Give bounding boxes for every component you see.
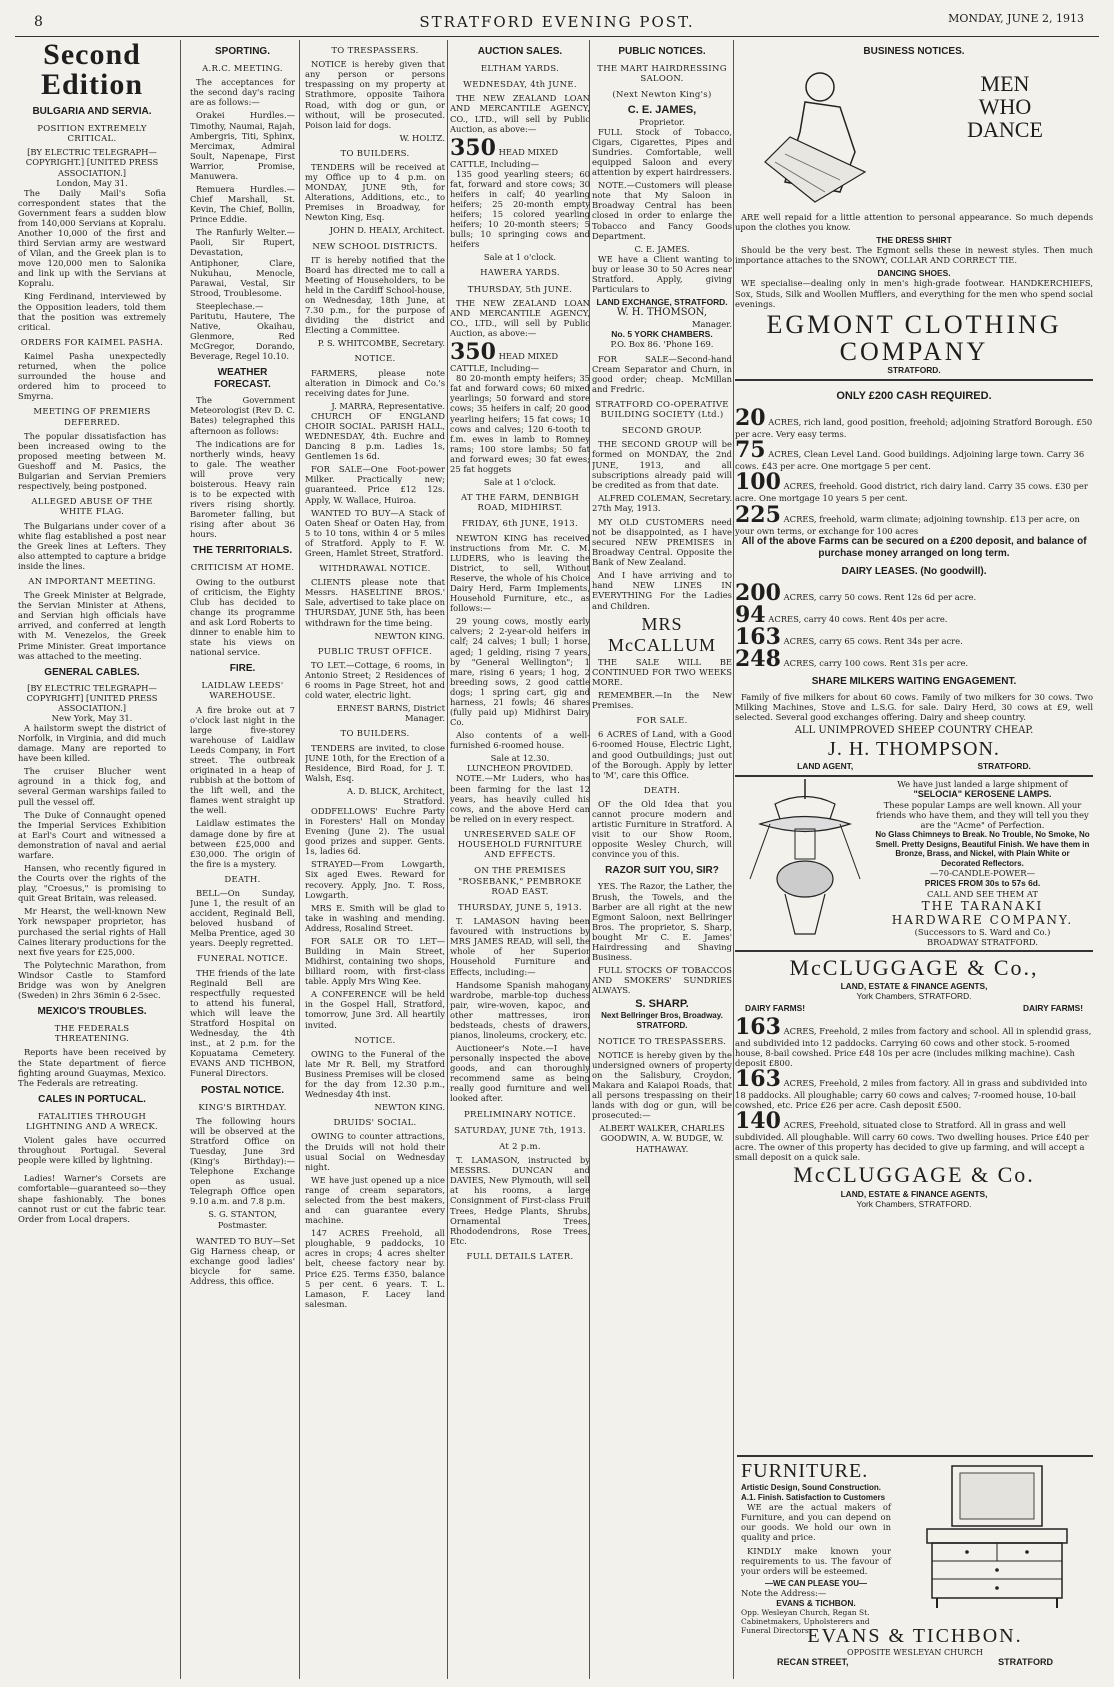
subheading: MEETING OF PREMIERS DEFERRED. — [33, 407, 151, 428]
firm-name: EVANS & TICHBON. — [776, 1598, 856, 1609]
subheading: ORDERS FOR KAIMEL PASHA. — [20, 337, 164, 348]
town-name: STRATFORD — [998, 1657, 1053, 1667]
egmont-company: COMPANY — [839, 336, 989, 366]
advert-headline: ONLY £200 CASH REQUIRED. — [836, 390, 992, 403]
subheading: FULL DETAILS LATER. — [466, 1251, 574, 1262]
signature: P. S. WHITCOMBE, Secretary. — [317, 338, 445, 349]
acreage-number: 163 — [735, 1065, 781, 1092]
subheading: UNRESERVED SALE OF HOUSEHOLD FURNITURE AND EFFECTS. — [457, 829, 583, 861]
notice-paragraph: A CONFERENCE will be held in the Gospel Hall, Stratford, tomorrow, June 3rd. All heartily invited. — [305, 989, 445, 1030]
notice-paragraph: FOR SALE—One Foot-power Milker. Practically new; guaranteed. Price £12 12s. Apply, W. Wallace, Huiroa. — [305, 464, 445, 505]
subheading: NOTICE. — [354, 1035, 396, 1046]
big-number-line — [450, 134, 590, 169]
advert-paragraph: WE specialise—dealing only in men's high-grade footwear. HANDKERCHIEFS, Sox, Studs, Silk and Woollen Mufflers, and everything for the men who spend social evenings. — [735, 278, 1093, 309]
newspaper-title: STRATFORD EVENING POST. — [419, 13, 695, 31]
lease-listing — [735, 645, 1093, 672]
subheading: A.R.C. MEETING. — [202, 64, 283, 74]
agency-subtitle: LAND, ESTATE & FINANCE AGENTS, — [840, 981, 988, 992]
notice-paragraph: FULL Stock of Tobacco, Cigars, Cigarettes, Pipes and Sundries. Comfortable, well equipped Saloon and every attention by expert hairdressers. — [592, 126, 732, 178]
subheading: WITHDRAWAL NOTICE. — [319, 564, 431, 575]
subheading: PUBLIC TRUST OFFICE. — [317, 646, 433, 657]
sale-time: Sale at 1 o'clock. — [483, 252, 557, 263]
subheading: AT THE FARM, DENBIGH ROAD, MIDHIRST. — [460, 493, 580, 514]
auction-paragraph: Auctioneer's Note.—I have personally inspected the above goods, and can thoroughly recommend same as being really good furniture and well looked after. — [450, 1043, 590, 1104]
address-label: Note the Address:— — [741, 1588, 827, 1599]
advert-paragraph: WE are the actual makers of Furniture, and you can depend on our goods. We hold our own in quality and price. — [741, 1502, 891, 1543]
firm-name: EVANS & TICHBON. — [807, 1625, 1023, 1647]
farm-listing — [735, 501, 1093, 536]
dance-title-line: WHO — [978, 94, 1032, 120]
subheading: At 2 p.m. — [499, 1141, 541, 1152]
notice-paragraph: TENDERS are invited, to close JUNE 10th, for the Erection of a Residence, Bird Road, for J. T. Walsh, Esq. — [305, 742, 445, 783]
contact-line: P.O. Box 86. 'Phone 169. — [610, 339, 714, 350]
column-sporting — [190, 40, 295, 1679]
signature: A. D. BLICK, Architect, Stratford. — [347, 785, 445, 806]
headline: POSTAL NOTICE. — [201, 1084, 284, 1096]
column-notices — [305, 40, 445, 1679]
advert-paragraph: Ladies! Warner's Corsets are comfortable—guaranteed so—they shape fashionably. The bones cannot rust or cut the fabric tear. Order from Local drapers. — [18, 1173, 166, 1224]
subheading: PRELIMINARY NOTICE. — [464, 1109, 576, 1120]
dance-title-line: DANCE — [967, 117, 1043, 143]
notice-paragraph: FARMERS, please note alteration in Dimock and Co.'s receiving dates for June. — [305, 367, 445, 398]
article-paragraph: King Ferdinand, interviewed by the Opposition leaders, told them that the position was extremely critical. — [18, 291, 166, 332]
dance-advert — [735, 62, 1093, 212]
proprietor-title: Proprietor. — [639, 116, 685, 127]
advert-paragraph: ALL UNIMPROVED SHEEP COUNTRY CHEAP. — [794, 724, 1034, 736]
headline: PUBLIC NOTICES. — [618, 46, 706, 57]
dance-title-line: MEN — [980, 71, 1030, 96]
article-paragraph: Mr Hearst, the well-known New York newspaper proprietor, has purchased the serial rights of Hall Caines literary productions for the next five years for £25,000. — [18, 906, 166, 957]
notice-date: 27th May, 1913. — [592, 502, 661, 513]
banner-text: DAIRY FARMS! — [1022, 1003, 1083, 1014]
signature: ALBERT WALKER, CHARLES GOODWIN, A. W. BUDGE, W. HATHAWAY. — [599, 1123, 725, 1154]
subheading: CRITICISM AT HOME. — [190, 563, 295, 574]
subheading: ON THE PREMISES "ROSEBANK," PEMBROKE ROAD EAST. — [458, 866, 582, 897]
lamp-line: BROADWAY STRATFORD. — [926, 937, 1039, 948]
acreage-number: 20 — [735, 405, 766, 432]
farm-listing — [735, 439, 1093, 471]
subheading: STRATFORD CO-OPERATIVE BUILDING SOCIETY (Ltd.) — [595, 399, 729, 420]
lamp-features: No Glass Chimneys to Break. No Trouble, No Smoke, No Smell. Pretty Designs, Beautiful Finish. We have them in Bronze, Brass, and Nickel, with Plain White or Decorated Reflectors. — [875, 830, 1090, 868]
farm-description: ACRES, rich land, good position, freehold; adjoining Stratford Borough. £50 per acre. Very easy terms. — [735, 417, 1093, 440]
agent-line — [735, 761, 1093, 771]
article-paragraph: The Duke of Connaught opened the Imperial Services Exhibition at Earl's Court and witnessed a demonstration of naval and aerial warfare. — [18, 809, 166, 860]
acreage-number: 163 — [735, 1013, 781, 1040]
acreage-number: 163 — [735, 623, 781, 650]
headline: GENERAL CABLES. — [44, 666, 140, 678]
lamp-product: "SELOCIA" KEROSENE LAMPS. — [913, 788, 1052, 799]
article-paragraph: BELL—On Sunday, June 1, the result of an accident, Reginald Bell, beloved husband of Melba Prentice, aged 30 years. Deeply regretted. — [190, 888, 295, 949]
subheading: FATALITIES THROUGH LIGHTNING AND A WRECK. — [25, 1111, 159, 1132]
lot-count: 350 — [450, 339, 496, 366]
agency-name: McCLUGGAGE & Co., — [789, 954, 1039, 980]
subheading: TO TRESPASSERS. — [331, 46, 419, 56]
manager-title: Manager. — [691, 319, 732, 330]
lease-listing — [735, 579, 1093, 606]
auction-paragraph: THE NEW ZEALAND LOAN AND MERCANTILE AGENCY, CO., LTD., will sell by Public Auction, as above:— — [450, 93, 590, 134]
lot-count: 350 — [450, 134, 496, 161]
subheading: SECOND GROUP. — [621, 426, 703, 437]
farm-listing — [735, 1013, 1093, 1068]
notice-paragraph: NOTICE is hereby given that any person or persons trespassing on my property at Strathmore, opposite Taihora Road, with dog or gun, or without, will be prosecuted. Poison laid for dogs. — [305, 59, 445, 130]
subheading: THE FEDERALS THREATENING. — [54, 1024, 130, 1045]
subheading: TO BUILDERS. — [340, 729, 410, 740]
signature: NEWTON KING. — [374, 1102, 445, 1113]
notice-paragraph: FOR SALE OR TO LET—Building in Main Street, Midhirst, containing two shops, billiard room, with first-class table. Apply Mrs Wing Kee. — [305, 935, 445, 987]
subheading: NOTICE TO TRESPASSERS. — [597, 1036, 727, 1047]
subheading: HAWERA YARDS. — [480, 268, 560, 279]
notice-paragraph: WE have a Client wanting to buy or lease 30 to 50 Acres near Stratford. Apply, giving Particulars to — [592, 253, 732, 294]
article-paragraph: The cruiser Blucher went aground in a thick fog, and several German warships failed to pull the vessel off. — [18, 766, 166, 807]
lease-listing — [735, 623, 1093, 650]
notice-paragraph: THE SALE WILL BE CONTINUED FOR TWO WEEKS MORE. — [592, 656, 732, 687]
farm-listing — [735, 1107, 1093, 1163]
farm-listing — [735, 1065, 1093, 1110]
acreage-number: 140 — [735, 1107, 781, 1134]
manager-name: W. H. THOMSON, — [616, 307, 708, 319]
notice-paragraph: OF the Old Idea that you cannot procure modern and artistic Furniture in Stratford. A visit to our Show Room, opposite Wesley Church, will convince you of this. — [592, 798, 732, 860]
subheading: ALLEGED ABUSE OF THE WHITE FLAG. — [31, 497, 153, 518]
advert-headline: SHARE MILKERS WAITING ENGAGEMENT. — [811, 675, 1017, 687]
lease-listing — [735, 601, 1093, 628]
mccluggage-advert — [735, 950, 1093, 1209]
subheading: THURSDAY, 5th JUNE. — [467, 284, 573, 295]
notice-paragraph: REMEMBER.—In the New Premises. — [592, 690, 732, 711]
auction-paragraph: Also contents of a well-furnished 6-roomed house. — [450, 730, 590, 751]
proprietor-name: C. E. JAMES, — [627, 103, 697, 116]
auction-paragraph: T. LAMASON having been favoured with instructions by MRS JAMES READ, will sell, the whole of her Superior Household Furniture and Effects, including:— — [450, 916, 590, 977]
notice-paragraph: TO LET.—Cottage, 6 rooms, in Antonio Street; 2 Residences of 6 rooms in Page Street, hot and cold water, electric light. — [305, 659, 445, 701]
signature: ERNEST BARNS, District Manager. — [336, 703, 445, 724]
subheading: NEW SCHOOL DISTRICTS. — [312, 241, 438, 252]
headline: BULGARIA AND SERVIA. — [32, 106, 152, 117]
auction-paragraph: T. LAMASON, instructed by MESSRS. DUNCAN and DAVIES, New Plymouth, will sell at his rooms, a large Consignment of First-class Fruit Trees, Hedge Plants, Shrubs, Ornamental Trees, Rhododendrons, Rose Trees, Etc. — [450, 1155, 590, 1246]
article-paragraph: The Bulgarians under cover of a white flag established a post near the Greek lines at Lefters. They also attempted to capture a bridge inside the lines. — [18, 520, 166, 571]
article-paragraph: The following hours will be observed at the Stratford Office on Tuesday, June 3rd (King's Birthday):—Telephone Exchange open as usual. Telegraph Office open 9.10 a.m. and 7.8 p.m. — [190, 1115, 295, 1207]
article-paragraph: The indications are for northerly winds, heavy to gale. The weather will prove very boisterous. Heavy rain is to be expected with rivers rising shortly. Barometer falling, but rising after about 36 hours. — [190, 438, 295, 540]
signature: S. G. STANTON, Postmaster. — [208, 1209, 277, 1230]
advert-paragraph: Family of five milkers for about 60 cows. Family of two milkers for 30 cows. Two Milking Machines, Stove and L.S.G. for sale. Dairy Herd, 30 cows at £9, well selected. Several good exchanges offering. Dairy and sheep country. — [735, 691, 1093, 722]
dateline: New York, May 31. — [51, 712, 133, 723]
article-paragraph: A fire broke out at 7 o'clock last night in the large five-storey warehouse of Laidlaw Leeds Company, in Fort street. The outbreak originated in a heap of rubbish at the bottom of the lift well, and the flames went straight up the well. — [190, 704, 295, 816]
lot-list: 80 20-month empty heifers; 35 fat and forward cows; 60 mixed yearlings; 50 forward and store cows; 35 heifers in calf; 20 good yearling heifers; 15 fat cows; 10 cows and calves; 120 6-tooth to f.m. ewes in lamb to Romney rams; 100 store lambs; 50 fat and forward ewes; 30 fat ewes; 25 fat hoggets — [450, 373, 590, 474]
notice-paragraph: 147 ACRES Freehold, all ploughable, 9 paddocks, 10 acres in crops; 4 acres shelter belt, cheese factory near by. Price £25. Terms £350, balance 5 per cent. 6 years. T. L. Lamason, F. Lacey land salesman. — [305, 1228, 445, 1309]
farm-description: ACRES, Freehold, situated close to Stratford. All in grass and well subdivided. All ploughable. Will carry 60 cows. Two dwelling houses. Price £40 per acre. The owner of this property has decided to give up farming, and will accept a small deposit on a quick sale. — [735, 1119, 1089, 1163]
farms-advert — [735, 379, 1093, 771]
column-business-notices — [735, 40, 1093, 1679]
subheading: THURSDAY, JUNE 5, 1913. — [458, 902, 582, 913]
firm-location — [737, 1657, 1093, 1667]
headline: FIRE. — [229, 663, 256, 675]
agency-name: McCLUGGAGE & Co. — [793, 1162, 1035, 1188]
article-paragraph: The Polytechnic Marathon, from Windsor Castle to Stamford Bridge was won by Anelgren (Sweden) in 2hrs 36min 6 2-5sec. — [18, 959, 166, 1000]
shop-name: MRS McCALLUM — [608, 613, 716, 656]
lamp-line: These popular Lamps are well known. All your friends who have them, and they will tell you they are the "Acme" of Perfection. — [876, 799, 1089, 830]
lot-list: 29 young cows, mostly early calvers; 2 2-year-old heifers in calf; 24 calves; 1 bull; 1 horse, aged; 1 gelding, rising 7 years, by "General Wellington"; 1 mare, rising 6 years; 1 hog, 2 breeding sows, 2 good cattle dogs; 1 spring cart, gig and harness, 21 fowls; 46 shares (fully paid up) Midhirst Dairy Co. — [450, 616, 590, 728]
signature: NEWTON KING. — [374, 630, 445, 641]
subheading: DRUIDS' SOCIAL. — [333, 1118, 417, 1129]
big-number-line — [450, 341, 590, 373]
subheading: WEDNESDAY, 4th JUNE. — [463, 80, 577, 91]
acreage-number: 248 — [735, 645, 781, 672]
signature: ALFRED COLEMAN, Secretary. — [598, 492, 732, 503]
lot-description: HEAD MIXED CATTLE, Including— — [450, 146, 559, 169]
credit-line: [BY ELECTRIC TELEGRAPH—COPYRIGHT] [UNITED PRESS ASSOCIATION.] — [26, 682, 158, 713]
headline: WEATHER FORECAST. — [214, 367, 271, 391]
auction-paragraph: THE NEW ZEALAND LOAN AND MERCANTILE AGENCY, CO., LTD., will sell by Public Auction, as above:— — [450, 297, 590, 339]
article-paragraph: THE friends of the late Reginald Bell are respectfully requested to attend his funeral, which will leave the Stratford Hospital on Wednesday, the 4th inst., at 2 p.m. for the Kopuatama Cemetery. EVANS AND TICHBON, Funeral Directors. — [190, 967, 295, 1079]
subheading: DEATH. — [643, 785, 681, 796]
article-paragraph: The Greek Minister at Belgrade, the Servian Minister at Athens, and Servian high officials have arrived, and conferred at length with M. Venezelos, the Greek Prime Minister. Great importance was attached to the meeting. — [18, 590, 166, 661]
farm-description: ACRES, freehold. Good district, rich dairy land. Carry 35 cows. £30 per acre. One mortgage 10 years 5 per cent. — [735, 481, 1088, 504]
subheading: THE MART HAIRDRESSING SALOON. — [597, 64, 727, 85]
sale-time: Sale at 1 o'clock. — [483, 477, 557, 488]
notice-paragraph: YES. The Razor, the Lather, the Brush, the Towels, and the Barber are all right at the new Egmont Saloon, next Bellringer Bros. The proprietor, S. Sharp, bought Mr C. E. James' Hairdressing and Shaving Business. — [592, 881, 732, 962]
column-news — [18, 40, 166, 1679]
kerosene-lamp-illustration — [740, 779, 870, 944]
notice-paragraph: 6 ACRES of Land, with a Good 6-roomed House, Electric Light, and good Outbuildings; just out of the Borough. Apply by letter to 'M', care this Office. — [592, 729, 732, 780]
lamp-line: —70-CANDLE-POWER— — [930, 868, 1035, 879]
notice-paragraph: MY OLD CUSTOMERS need not be disappointed, as I have secured NEW PREMISES in Broadway Central. Opposite the Bank of New Zealand. — [592, 516, 732, 568]
edition-banner: Second Edition — [40, 40, 144, 101]
article-paragraph: Steeplechase.—Paritutu, Hautere, The Native, Okaihau, Glenmore, Red McGregor, Dorando, Beverage, Regel 10.10. — [190, 300, 295, 362]
evans-tichbon-footer — [737, 1625, 1093, 1667]
notice-paragraph: ODDFELLOWS' Euchre Party in Foresters' Hall on Monday Evening (June 2). The usual good prizes and supper. Gents. 1s, ladies 6d. — [305, 806, 445, 857]
notice-paragraph: OWING to the Funeral of the late Mr R. Bell, my Stratford Business Premises will be closed for the day from 12.30 p.m., Wednesday 4th inst. — [305, 1048, 445, 1100]
furniture-advert — [737, 1455, 1093, 1682]
egmont-name: EGMONT CLOTHING — [766, 309, 1062, 339]
column-public-notices — [592, 40, 732, 1679]
banner-text: DAIRY FARMS! — [745, 1003, 806, 1014]
dairy-farms-banner — [735, 1001, 1093, 1015]
gentleman-illustration — [745, 62, 905, 212]
subheading: TO BUILDERS. — [340, 148, 410, 159]
subheading: SATURDAY, JUNE 7th, 1913. — [454, 1125, 586, 1136]
firm-address: OPPOSITE WESLEYAN CHURCH — [847, 1648, 983, 1657]
shop-owner: S. SHARP. — [635, 998, 689, 1011]
lease-description: ACRES, carry 100 cows. Rent 31s per acre. — [783, 657, 969, 668]
page-number: 8 — [34, 14, 43, 30]
subheading: NOTICE. — [354, 354, 396, 365]
subheading: POSITION EXTREMELY CRITICAL. — [37, 124, 147, 145]
column-divider — [299, 40, 300, 1679]
advert-slogan: —WE CAN PLEASE YOU— — [764, 1578, 868, 1588]
agency-address: York Chambers, STRATFORD. — [856, 1198, 972, 1209]
article-paragraph: Reports have been received by the State department of fierce fighting around Guaymas, Mexico. The Federals are retreating. — [18, 1047, 166, 1088]
auction-paragraph: NEWTON KING has received instructions from Mr. C. M. LUDERS, who is leaving the District, to sell, Without Reserve, the whole of his Choice Dairy Herd, Farm Implements, Household Furniture, etc., as follows:— — [450, 532, 590, 614]
lamp-text — [875, 779, 1090, 948]
advert-paragraph: KINDLY make known your requirements to us. The favour of your orders will be esteemed. — [741, 1545, 891, 1576]
lease-description: ACRES, carry 50 cows. Rent 12s 6d per acre. — [783, 591, 977, 602]
furniture-text — [741, 1459, 891, 1635]
auction-paragraph: NOTE.—Mr Luders, who has been farming for the last 12 years, has heavily culled his cows, and the above Herd can be relied on in every respect. — [450, 773, 590, 824]
furniture-tagline: Artistic Design, Sound Construction. A.1. Finish. Satisfaction to Customers — [741, 1483, 886, 1502]
headline: THE TERRITORIALS. — [192, 545, 293, 557]
signature: JOHN D. HEALY, Architect. — [329, 225, 445, 236]
column-divider — [733, 40, 734, 1679]
article-paragraph: Kaimel Pasha unexpectedly returned, when the police surrounded the house and ordered him to proceed to Smyrna. — [18, 350, 166, 402]
headline: SPORTING. — [214, 46, 270, 57]
farm-description: ACRES, freehold, warm climate; adjoining township. £13 per acre, on your own terms, or exchange for 100 acres — [735, 513, 1080, 536]
notice-paragraph: NOTICE is hereby given by the undersigned owners of property on the Salisbury, Croydon, Makara and Kaiapoi Roads, that all persons trespassing on their lands with dog or gun, will be prosecuted:— — [592, 1049, 732, 1121]
notice-paragraph: WE have just opened up a nice range of cream separators, selected from the best makers, and can guarantee every machine. — [305, 1174, 445, 1226]
notice-paragraph: STRAYED—From Lowgarth, Six aged Ewes. Reward for recovery. Apply, Jno. T. Ross, Lowgarth. — [305, 859, 445, 900]
firm-details: Opp. Wesleyan Church, Regan St. Cabinetmakers, Upholsterers and Funeral Directors. — [741, 1608, 870, 1636]
notice-paragraph: CHURCH OF ENGLAND CHOIR SOCIAL. PARISH HALL, WEDNESDAY, 4th. Euchre and Dancing 8 p.m. Ladies 1s, Gentlemen 1s 6d. — [305, 410, 445, 462]
acreage-number: 94 — [735, 601, 766, 628]
notice-paragraph: OWING to counter attractions, the Druids will not hold their usual Social on Wednesday night. — [305, 1131, 445, 1172]
notice-paragraph: IT is hereby notified that the Board has directed me to call a Meeting of Householders, to be held in the Cardiff School-house, on Wednesday, 18th June, at 7.30 p.m., for the purpose of dividing the district and Electing a Committee. — [305, 254, 445, 336]
farms-terms: All of the above Farms can be secured on a £200 deposit, and balance of purchase money arranged on long term. — [741, 535, 1087, 559]
sale-note: LUNCHEON PROVIDED. — [466, 763, 574, 774]
farm-description: ACRES, Freehold, 2 miles from factory and school. All in splendid grass, and subdivided into 12 paddocks. Carrying 60 cows and other stock. 5-roomed house, 8-bail cowshed. Price £48 10s per acre (includes milking machine). Cash deposit £800. — [735, 1025, 1092, 1068]
article-paragraph: The popular dissatisfaction has been increased owing to the proposed meeting between M. Gueshoff and M. Pasics, the Bulgarian and Servian Premiers respectively, being postponed. — [18, 430, 166, 492]
article-paragraph: Hansen, who recently figured in the Courts over the rights of the play, "Croesus," is promising to quit Great Britain, was released. — [18, 863, 166, 904]
lamp-advert — [735, 775, 1093, 950]
agent-town: STRATFORD. — [977, 760, 1031, 771]
article-paragraph: Owing to the outburst of criticism, the Eighty Club has decided to change its programme and ask Lord Roberts to dinner to enable him to state his views on national service. — [190, 576, 295, 658]
agency-address: York Chambers, STRATFORD. — [856, 991, 972, 1002]
firm-name: LAND EXCHANGE, STRATFORD. — [596, 297, 728, 308]
subheading: ELTHAM YARDS. — [480, 64, 560, 74]
article-paragraph: The Daily Mail's Sofia correspondent states that the Government fears a sudden blow from 140,000 Servians at Kopralu. Another 10,000 of the first and third Servian army are westward of Vilan, and the Greek plan is to move 120,000 men to Salonika and link up with the Servians at Kopralu. — [18, 187, 166, 289]
notice-paragraph: NOTE.—Customers will please note that My Saloon in Broadway Central has been closed in order to enlarge the Tobacco and Fancy Goods Department. — [592, 180, 732, 241]
agent-name: J. H. THOMPSON. — [828, 737, 1000, 760]
hardware-company: THE TARANAKI HARDWARE COMPANY. — [891, 898, 1074, 927]
lamp-line: (Successors to S. Ward and Co.) — [914, 927, 1051, 938]
subheading: FOR SALE. — [636, 716, 688, 727]
farm-listing — [735, 407, 1093, 439]
advert-paragraph: WANTED TO BUY—Set Gig Harness cheap, or exchange good ladies' bicycle for same. Address, this office. — [190, 1235, 295, 1286]
subheading: FRIDAY, 6th JUNE, 1913. — [461, 519, 579, 530]
issue-date: MONDAY, JUNE 2, 1913 — [948, 12, 1084, 25]
headline: MEXICO'S TROUBLES. — [37, 1006, 147, 1018]
lot-list: 135 good yearling steers; 60 fat, forward and store cows; 30 heifers in calf; 40 yearling heifers; 25 20-month empty heifers; 15 colored yearling heifers; 10 20-month steers; 5 bulls; 10 springing cows and heifers — [450, 168, 590, 250]
furniture-title: FURNITURE. — [741, 1460, 869, 1482]
advert-subheading: THE DRESS SHIRT — [876, 235, 952, 246]
subheading: FUNERAL NOTICE. — [197, 954, 288, 965]
notice-paragraph: TENDERS will be received at my Office up to 4 p.m. on MONDAY, JUNE 9th, for Alterations, Additions, etc., to Premises in Broadway, for Newton King, Esq. — [305, 162, 445, 223]
advert-headline: DAIRY LEASES. (No goodwill). — [841, 565, 987, 577]
acreage-number: 75 — [735, 437, 766, 464]
farm-description: ACRES, Clean Level Land. Good buildings. Adjoining large town. Carry 36 cows. £43 per acre. One mortgage 5 per cent. — [735, 449, 1085, 472]
dance-title — [935, 72, 1075, 141]
article-paragraph: Orakei Hurdles.—Timothy, Naumai, Rajah, Ambergris, Titi, Sphinx, Mercimax, Admiral Soult, Napenape, First Warrior, Promise, Manuwera. — [190, 110, 295, 181]
dresser-illustration — [912, 1461, 1082, 1611]
agent-title: LAND AGENT, — [797, 760, 854, 771]
article-paragraph: Violent gales have occurred throughout Portugal. Several people were killed by lightning. — [18, 1135, 166, 1166]
lamp-price: PRICES FROM 30s to 57s 6d. — [924, 878, 1041, 889]
notice-paragraph: And I have arriving and to hand NEW LINES IN EVERYTHING For the Ladies and Children. — [592, 570, 732, 611]
notice-paragraph: FOR SALE—Second-hand Cream Separator and Churn, in good order; cheap. McMillan and Fredric. — [592, 353, 732, 394]
street-name: RECAN STREET, — [777, 1657, 849, 1667]
signature: J. MARRA, Representative. — [331, 400, 445, 411]
subheading: DEATH. — [224, 874, 261, 885]
office-address: No. 5 YORK CHAMBERS. — [611, 329, 713, 340]
lot-description: HEAD MIXED CATTLE, Including— — [450, 351, 559, 374]
notice-paragraph: THE SECOND GROUP will be formed on MONDAY, the 2nd JUNE, 1913, and all subscriptions already paid will be credited as from that date. — [592, 439, 732, 490]
article-paragraph: The Government Meteorologist (Rev D. C. Bates) telegraphed this afternoon as follows: — [190, 395, 295, 436]
masthead-rule — [15, 36, 1099, 37]
acreage-number: 100 — [735, 469, 781, 496]
headline: BUSINESS NOTICES. — [863, 46, 965, 57]
egmont-town: STRATFORD. — [887, 365, 941, 375]
notice-paragraph: CLIENTS please note that Messrs. HASELTINE BROS.' Sale, advertised to take place on THURSDAY, JUNE 5th, has been withdrawn for the time being. — [305, 577, 445, 628]
signature: W. HOLTZ. — [399, 132, 445, 143]
column-divider — [447, 40, 448, 1679]
farm-description: ACRES, Freehold, 2 miles from factory. All in grass and subdivided into 18 paddocks. All ploughable; carry 60 cows and calves; 7-roomed house, 10-bail cowshed, etc. Price £26 per acre. Cash deposit £500. — [735, 1077, 1088, 1110]
lease-description: ACRES, carry 40 cows. Rent 40s per acre. — [768, 613, 948, 624]
notice-paragraph: WANTED TO BUY—A Stack of Oaten Sheaf or Oaten Hay, from 5 to 10 tons, within 4 or 5 miles of Stratford. Apply to F. W. Green, Hamlet Street, Stratford. — [305, 507, 445, 558]
sale-time: Sale at 12.30. — [490, 753, 550, 764]
subheading: KING'S BIRTHDAY. — [198, 1102, 287, 1113]
article-paragraph: The acceptances for the second day's racing are as follows:— — [190, 77, 295, 108]
lamp-line: CALL AND SEE THEM AT — [926, 888, 1039, 899]
masthead — [0, 0, 1114, 34]
credit-line: [BY ELECTRIC TELEGRAPH—COPYRIGHT.] [UNITED PRESS ASSOCIATION.] — [25, 147, 159, 178]
subheading: AN IMPORTANT MEETING. — [28, 576, 156, 587]
acreage-number: 225 — [735, 501, 781, 528]
auction-paragraph: Handsome Spanish mahogany wardrobe, marble-top duchess pair, wire-woven, kapoc, and other mattresses, iron bedsteads, chests of drawers, pianos, linoleums, crockery, etc. — [450, 979, 590, 1041]
lease-description: ACRES, carry 65 cows. Rent 34s per acre. — [783, 635, 963, 646]
dateline: London, May 31. — [56, 177, 128, 188]
headline: CALES IN PORTUCAL. — [38, 1093, 146, 1105]
column-divider — [180, 40, 181, 1679]
shop-address: Next Bellringer Bros, Broadway. STRATFORD. — [601, 1011, 723, 1031]
signature: C. E. JAMES. — [634, 243, 690, 254]
lamp-line: We have just landed a large shipment of — [897, 778, 1068, 789]
article-paragraph: Remuera Hurdles.—Chief Marshall, St. Kevin, The Chief, Bollin, Prince Eddie. — [190, 183, 295, 225]
subheading: LAIDLAW LEEDS' WAREHOUSE. — [201, 681, 284, 702]
subheading: (Next Newton King's) — [612, 90, 712, 101]
article-paragraph: A hailstorm swept the district of Norfolk, in Virginia, and did much damage. Many are reported to have been killed. — [18, 723, 166, 764]
article-paragraph: Laidlaw estimates the damage done by fire at between £25,000 and £30,000. The origin of the fire is a mystery. — [190, 818, 295, 869]
advert-paragraph: Should be the very best. The Egmont sells these in newest styles. Then much importance attaches to the SNOWY, COLLAR AND CORRECT TIE. — [735, 245, 1093, 266]
agency-subtitle: LAND, ESTATE & FINANCE AGENTS, — [840, 1188, 988, 1199]
headline: RAZOR SUIT YOU, SIR? — [605, 865, 719, 877]
farm-listing — [735, 471, 1093, 503]
column-auction-sales — [450, 40, 590, 1679]
advert-paragraph: ARE well repaid for a little attention to personal appearance. So much depends upon the clothes you know. — [735, 212, 1093, 233]
advert-subheading: DANCING SHOES. — [877, 268, 951, 279]
notice-paragraph: FULL STOCKS OF TOBACCOS AND SMOKERS' SUNDRIES ALWAYS. — [592, 965, 732, 996]
acreage-number: 200 — [735, 579, 781, 606]
article-paragraph: The Ranfurly Welter.—Paoli, Sir Rupert, Devastation, Antiphoner, Clare, Nukuhau, Menocle, Parawai, Vestal, Sir Strood, Troublesome. — [190, 227, 295, 298]
notice-paragraph: MRS E. Smith will be glad to take in washing and mending. Address, Rosalind Street. — [305, 902, 445, 933]
headline: AUCTION SALES. — [477, 46, 563, 57]
